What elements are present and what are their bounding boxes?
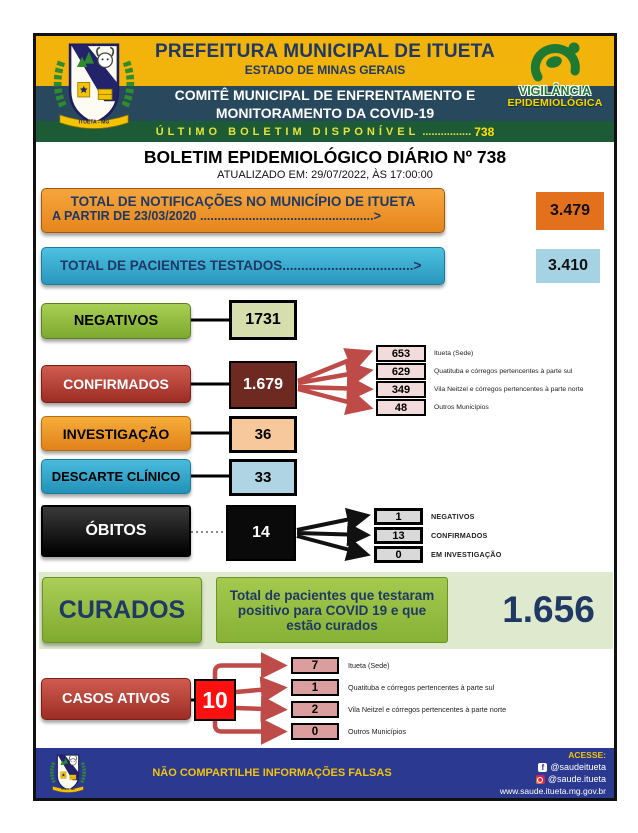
footer-warning: NÃO COMPARTILHE INFORMAÇÕES FALSAS xyxy=(152,767,392,779)
confirmados-value: 1.679 xyxy=(229,361,297,409)
casos-breakdown-value: 0 xyxy=(291,723,339,740)
obitos-breakdown-value: 13 xyxy=(374,527,423,544)
casos-breakdown-label: Vila Neitzel e córregos pertencentes à parte norte xyxy=(348,705,507,714)
obitos-breakdown-label: EM INVESTIGAÇÃO xyxy=(431,550,502,559)
bulletin-title: BOLETIM EPIDEMIOLÓGICO DIÁRIO Nº 738 xyxy=(143,147,507,167)
negativos-value: 1731 xyxy=(229,300,297,340)
footer-website: www.saude.itueta.mg.gov.br xyxy=(499,786,606,796)
descarte-clinico-button: DESCARTE CLÍNICO xyxy=(41,459,191,494)
footer-facebook-row xyxy=(456,761,606,773)
casos-breakdown-value: 7 xyxy=(291,657,339,674)
municipality-title: PREFEITURA MUNICIPAL DE ITUETA xyxy=(155,41,495,62)
confirmados-breakdown-value: 349 xyxy=(376,381,426,398)
committee-line1: COMITÊ MUNICIPAL DE ENFRENTAMENTO E xyxy=(174,87,476,103)
casos-ativos-button: CASOS ATIVOS xyxy=(41,678,191,720)
casos-breakdown-value: 1 xyxy=(291,679,339,696)
confirmados-button: CONFIRMADOS xyxy=(41,365,191,403)
investigacao-button: INVESTIGAÇÃO xyxy=(41,416,191,451)
notifications-label-line2: A PARTIR DE 23/03/2020 ..................................................> xyxy=(52,209,381,223)
footer-coat-of-arms-icon xyxy=(48,752,88,794)
bulletin-updated: ATUALIZADO EM: 29/07/2022, ÀS 17:00:00 xyxy=(217,169,433,181)
footer-bar xyxy=(36,748,614,798)
descarte-clinico-value: 33 xyxy=(229,459,297,496)
confirmados-breakdown-value: 629 xyxy=(376,363,426,380)
confirmados-breakdown-label: Vila Neitzel e córregos pertencentes à parte norte xyxy=(434,386,584,393)
footer-access-label: ACESSE: xyxy=(568,750,606,760)
curados-button: CURADOS xyxy=(42,577,202,643)
obitos-breakdown-value: 0 xyxy=(374,546,423,563)
casos-breakdown-value: 2 xyxy=(291,701,339,718)
vigilancia-logo-text1: VIGILÂNCIA xyxy=(518,84,592,98)
notifications-bar xyxy=(41,188,445,233)
municipal-coat-of-arms-icon xyxy=(48,38,140,132)
committee-line2: MONITORAMENTO DA COVID-19 xyxy=(215,105,435,121)
confirmados-breakdown-label: Quatituba e córregos pertencentes à parte sul xyxy=(434,368,573,375)
casos-breakdown-label: Quatituba e córregos pertencentes à parte sul xyxy=(348,683,495,692)
last-bulletin-number: 738 xyxy=(474,124,495,139)
casos-ativos-value: 10 xyxy=(194,679,236,721)
obitos-button: ÓBITOS xyxy=(41,505,191,557)
notifications-value: 3.479 xyxy=(536,192,604,230)
tested-bar: TOTAL DE PACIENTES TESTADOS...................................> xyxy=(41,247,445,285)
casos-breakdown-label: Itueta (Sede) xyxy=(348,661,390,670)
footer-contact-block xyxy=(456,749,606,797)
confirmados-breakdown-label: Outros Municípios xyxy=(434,404,489,411)
bulletin-frame xyxy=(33,33,617,801)
vigilancia-swoosh-icon xyxy=(522,37,588,85)
obitos-breakdown-label: NEGATIVOS xyxy=(431,512,475,521)
facebook-icon xyxy=(538,763,547,772)
negativos-button: NEGATIVOS xyxy=(41,303,191,339)
vigilancia-epidemiologica-logo xyxy=(499,37,611,123)
vigilancia-logo-text2: EPIDEMIOLÓGICA xyxy=(507,97,603,109)
confirmados-breakdown-value: 653 xyxy=(376,345,426,362)
notifications-label-line1: TOTAL DE NOTIFICAÇÕES NO MUNICÍPIO DE ITUETA xyxy=(70,194,416,209)
instagram-icon xyxy=(536,775,545,784)
last-bulletin-dots: ................ xyxy=(422,125,472,138)
footer-instagram-row xyxy=(456,773,606,785)
curados-value: 1.656 xyxy=(502,589,595,630)
state-subtitle: ESTADO DE MINAS GERAIS xyxy=(244,63,406,77)
obitos-value: 14 xyxy=(226,505,296,561)
curados-description: Total de pacientes que testaram positivo para COVID 19 e que estão curados xyxy=(216,577,448,643)
last-bulletin-label: ÚLTIMO BOLETIM DISPONÍVEL xyxy=(155,125,420,138)
obitos-breakdown-value: 1 xyxy=(374,508,423,525)
obitos-breakdown-label: CONFIRMADOS xyxy=(431,531,488,540)
facebook-handle: @saudeitueta xyxy=(550,762,606,772)
confirmados-breakdown-label: Itueta (Sede) xyxy=(434,350,474,357)
confirmados-breakdown-value: 48 xyxy=(376,399,426,416)
instagram-handle: @saude.itueta xyxy=(547,774,606,784)
investigacao-value: 36 xyxy=(229,416,297,453)
tested-value: 3.410 xyxy=(536,249,600,283)
casos-breakdown-label: Outros Municípios xyxy=(348,727,406,736)
